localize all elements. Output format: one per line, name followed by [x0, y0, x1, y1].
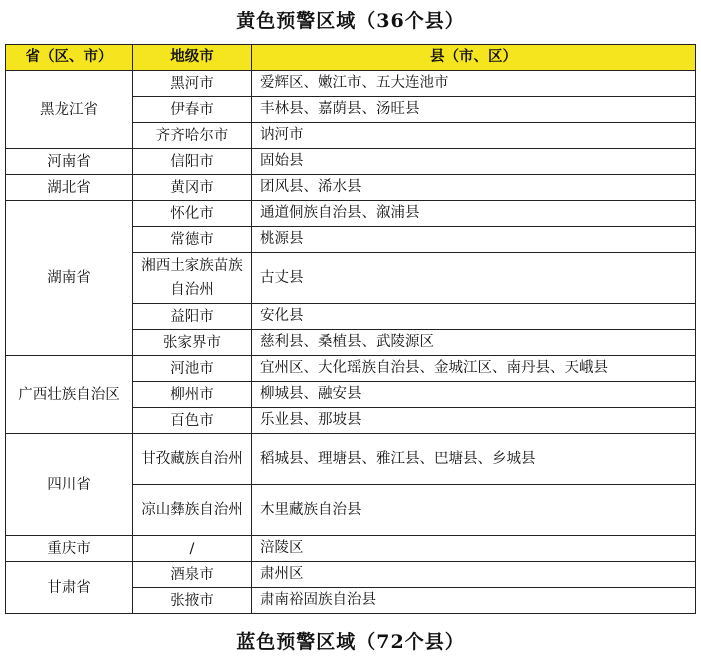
city-cell: 伊春市	[133, 97, 252, 123]
table-row	[6, 71, 696, 97]
county-cell: 丰林县、嘉荫县、汤旺县	[252, 97, 696, 123]
header-county: 县（市、区）	[252, 45, 696, 71]
city-cell: 湘西土家族苗族自治州	[133, 253, 252, 304]
county-cell: 团风县、浠水县	[252, 175, 696, 201]
header-province: 省（区、市）	[6, 45, 133, 71]
province-cell: 湖南省	[6, 201, 133, 356]
county-cell: 桃源县	[252, 227, 696, 253]
table-title-blue-warning: 蓝色预警区域（72个县）	[236, 631, 465, 653]
city-cell: 甘孜藏族自治州	[133, 434, 252, 485]
header-city: 地级市	[133, 45, 252, 71]
table-row	[6, 536, 696, 562]
city-cell: 益阳市	[133, 304, 252, 330]
province-cell: 甘肃省	[6, 562, 133, 614]
province-cell: 广西壮族自治区	[6, 356, 133, 434]
city-cell: 张掖市	[133, 588, 252, 614]
city-cell: 怀化市	[133, 201, 252, 227]
county-cell: 柳城县、融安县	[252, 382, 696, 408]
county-cell: 爱辉区、嫩江市、五大连池市	[252, 71, 696, 97]
county-cell: 讷河市	[252, 123, 696, 149]
city-cell: 黑河市	[133, 71, 252, 97]
county-cell: 安化县	[252, 304, 696, 330]
county-cell: 乐业县、那坡县	[252, 408, 696, 434]
warning-region-table	[5, 44, 696, 614]
province-cell: 河南省	[6, 149, 133, 175]
county-cell: 稻城县、理塘县、雅江县、巴塘县、乡城县	[252, 434, 696, 485]
table-header-row	[6, 45, 696, 71]
city-cell: 常德市	[133, 227, 252, 253]
table-row	[6, 201, 696, 227]
city-cell: 黄冈市	[133, 175, 252, 201]
province-cell: 湖北省	[6, 175, 133, 201]
county-cell: 宜州区、大化瑶族自治县、金城江区、南丹县、天峨县	[252, 356, 696, 382]
city-cell: 齐齐哈尔市	[133, 123, 252, 149]
table-row	[6, 149, 696, 175]
county-cell: 木里藏族自治县	[252, 485, 696, 536]
province-cell: 黑龙江省	[6, 71, 133, 149]
county-cell: 慈利县、桑植县、武陵源区	[252, 330, 696, 356]
county-cell: 涪陵区	[252, 536, 696, 562]
city-cell: 百色市	[133, 408, 252, 434]
city-cell: 张家界市	[133, 330, 252, 356]
city-cell: 河池市	[133, 356, 252, 382]
table-row	[6, 356, 696, 382]
city-cell: /	[133, 536, 252, 562]
province-cell: 重庆市	[6, 536, 133, 562]
table-row	[6, 175, 696, 201]
table-body	[6, 71, 696, 614]
table-title-yellow-warning: 黄色预警区域（36个县）	[236, 10, 465, 32]
county-cell: 通道侗族自治县、溆浦县	[252, 201, 696, 227]
county-cell: 肃南裕固族自治县	[252, 588, 696, 614]
county-cell: 肃州区	[252, 562, 696, 588]
county-cell: 古丈县	[252, 253, 696, 304]
city-cell: 凉山彝族自治州	[133, 485, 252, 536]
province-cell: 四川省	[6, 434, 133, 536]
city-cell: 酒泉市	[133, 562, 252, 588]
county-cell: 固始县	[252, 149, 696, 175]
city-cell: 信阳市	[133, 149, 252, 175]
table-row	[6, 562, 696, 588]
city-cell: 柳州市	[133, 382, 252, 408]
table-row	[6, 434, 696, 485]
